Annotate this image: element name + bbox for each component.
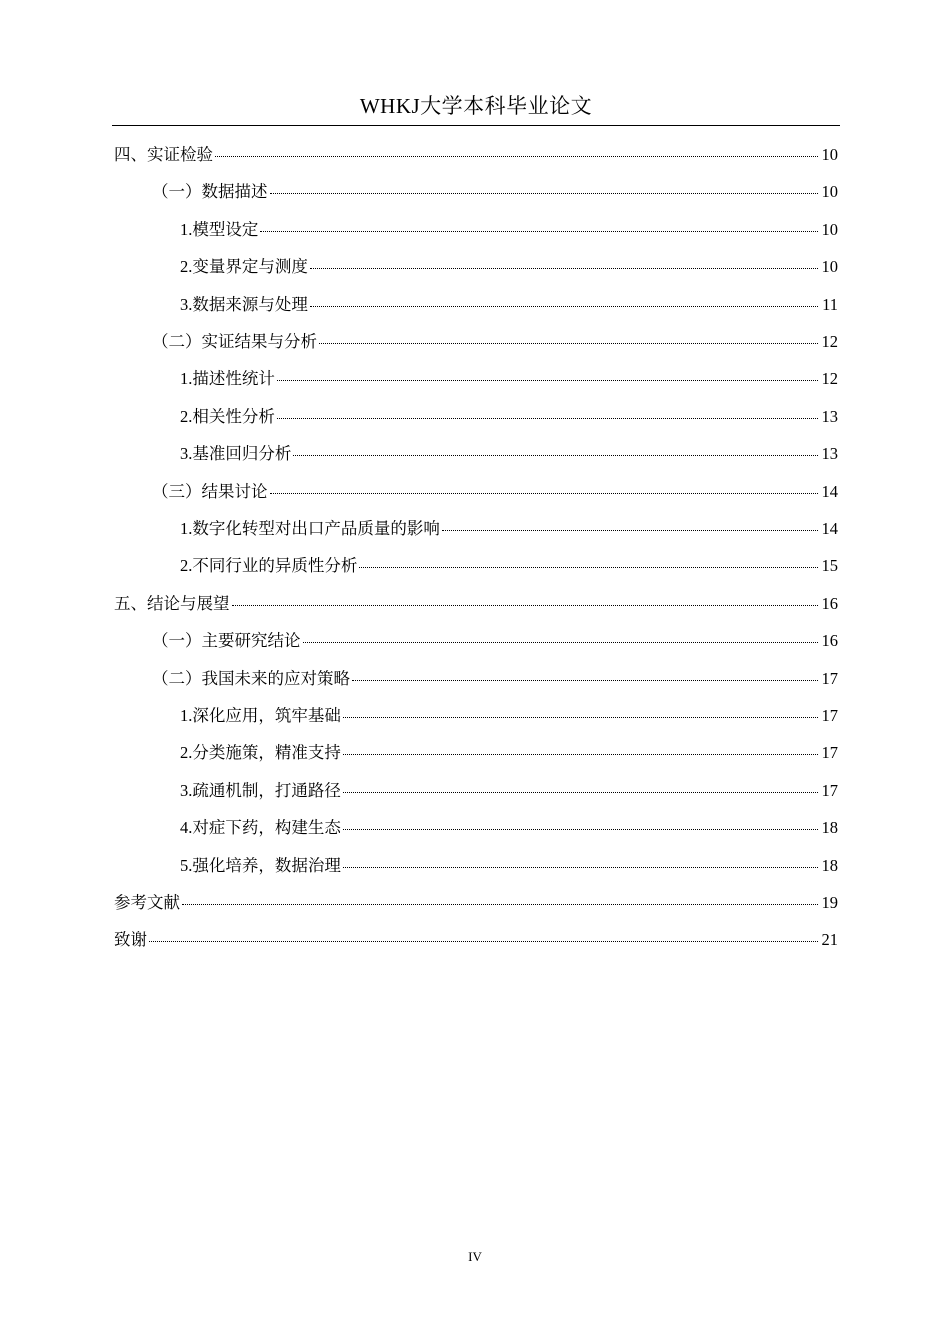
toc-entry-label: 1.描述性统计	[180, 369, 275, 389]
toc-dot-leader	[182, 903, 818, 905]
toc-entry-page: 13	[821, 406, 838, 426]
toc-dot-leader	[343, 866, 818, 868]
toc-dot-leader	[270, 192, 819, 194]
toc-entry[interactable]	[180, 738, 838, 768]
toc-entry[interactable]	[180, 252, 838, 282]
toc-entry-label: （二）实证结果与分析	[152, 332, 317, 351]
toc-entry-page: 12	[821, 332, 838, 351]
toc-entry-label: 四、实证检验	[114, 145, 213, 164]
toc-entry-page: 16	[821, 593, 838, 613]
page-header-title: WHKJ大学本科毕业论文	[359, 94, 593, 118]
toc-entry[interactable]	[180, 439, 838, 469]
toc-entry[interactable]	[152, 664, 838, 694]
toc-entry-label: （一）数据描述	[152, 182, 268, 202]
toc-entry-label: 2.变量界定与测度	[180, 257, 308, 277]
toc-entry[interactable]	[152, 177, 838, 207]
toc-entry[interactable]	[114, 140, 838, 170]
toc-entry-page: 18	[821, 855, 838, 875]
toc-dot-leader	[260, 230, 818, 232]
toc-entry-page: 14	[821, 519, 838, 538]
toc-dot-leader	[359, 566, 818, 568]
toc-dot-leader	[343, 828, 818, 830]
toc-entry-page: 17	[821, 668, 838, 688]
toc-entry-label: 1.深化应用，筑牢基础	[180, 706, 341, 725]
toc-entry-label: 5.强化培养，数据治理	[180, 855, 341, 875]
toc-entry[interactable]	[180, 813, 838, 843]
toc-entry[interactable]	[114, 888, 838, 918]
toc-entry-label: 参考文献	[114, 893, 180, 912]
toc-entry-label: 五、结论与展望	[114, 593, 230, 613]
toc-entry[interactable]	[180, 364, 838, 394]
header-rule	[112, 125, 840, 126]
toc-entry[interactable]	[114, 589, 838, 619]
toc-entry[interactable]	[114, 925, 838, 955]
toc-entry-page: 10	[821, 257, 838, 277]
toc-entry-label: 2.分类施策，精准支持	[180, 743, 341, 763]
toc-entry-page: 15	[821, 556, 838, 576]
toc-dot-leader	[310, 267, 818, 269]
toc-entry-page: 10	[821, 182, 838, 202]
toc-entry-label: （一）主要研究结论	[152, 631, 301, 651]
toc-entry-page: 10	[821, 219, 838, 239]
toc-entry[interactable]	[180, 402, 838, 432]
toc-dot-leader	[270, 492, 819, 494]
toc-dot-leader	[303, 641, 819, 643]
toc-entry[interactable]	[180, 290, 838, 320]
toc-dot-leader	[232, 604, 819, 606]
toc-entry[interactable]	[152, 477, 838, 507]
toc-entry-label: 3.疏通机制，打通路径	[180, 780, 341, 800]
toc-entry-label: 3.基准回归分析	[180, 444, 292, 464]
toc-entry-page: 21	[821, 930, 838, 950]
toc-entry[interactable]	[180, 215, 838, 245]
toc-dot-leader	[343, 791, 818, 793]
toc-entry-label: 2.不同行业的异质性分析	[180, 556, 358, 576]
toc-dot-leader	[310, 305, 818, 307]
toc-entry-label: （二）我国未来的应对策略	[152, 668, 350, 688]
toc-entry-label: 4.对症下药，构建生态	[180, 818, 341, 838]
toc-entry-page: 16	[821, 631, 838, 651]
toc-entry-label: 1.数字化转型对出口产品质量的影响	[180, 519, 440, 538]
toc-entry-label: 2.相关性分析	[180, 406, 275, 426]
toc-entry-label: 致谢	[114, 930, 147, 950]
toc-dot-leader	[442, 529, 818, 531]
toc-entry-label: 1.模型设定	[180, 219, 259, 239]
toc-dot-leader	[343, 753, 818, 755]
toc-entry-page: 18	[821, 818, 838, 838]
toc-entry[interactable]	[180, 776, 838, 806]
toc-entry-page: 17	[821, 780, 838, 800]
toc-entry[interactable]	[180, 851, 838, 881]
toc-entry[interactable]	[152, 626, 838, 656]
toc-dot-leader	[277, 417, 818, 419]
toc-entry-page: 17	[821, 743, 838, 763]
toc-entry[interactable]	[180, 551, 838, 581]
toc-entry-page: 10	[821, 145, 838, 164]
toc-entry-label: 3.数据来源与处理	[180, 294, 308, 314]
toc-entry-page: 12	[821, 369, 838, 389]
toc-dot-leader	[293, 454, 818, 456]
toc-entry-page: 19	[821, 893, 838, 912]
toc-dot-leader	[352, 679, 818, 681]
toc-entry-page: 17	[821, 706, 838, 725]
toc-entry-label: （三）结果讨论	[152, 481, 268, 501]
page-number: IV	[468, 1249, 482, 1264]
toc-dot-leader	[343, 716, 818, 718]
toc-dot-leader	[215, 155, 818, 157]
toc-entry[interactable]	[180, 701, 838, 731]
toc-dot-leader	[277, 379, 818, 381]
toc-dot-leader	[319, 342, 818, 344]
toc-entry[interactable]	[152, 327, 838, 357]
toc-dot-leader	[149, 940, 818, 942]
toc-entry[interactable]	[180, 514, 838, 544]
toc-entry-page: 14	[821, 481, 838, 501]
toc-entry-page: 13	[821, 444, 838, 464]
toc-entry-page: 11	[822, 294, 838, 314]
